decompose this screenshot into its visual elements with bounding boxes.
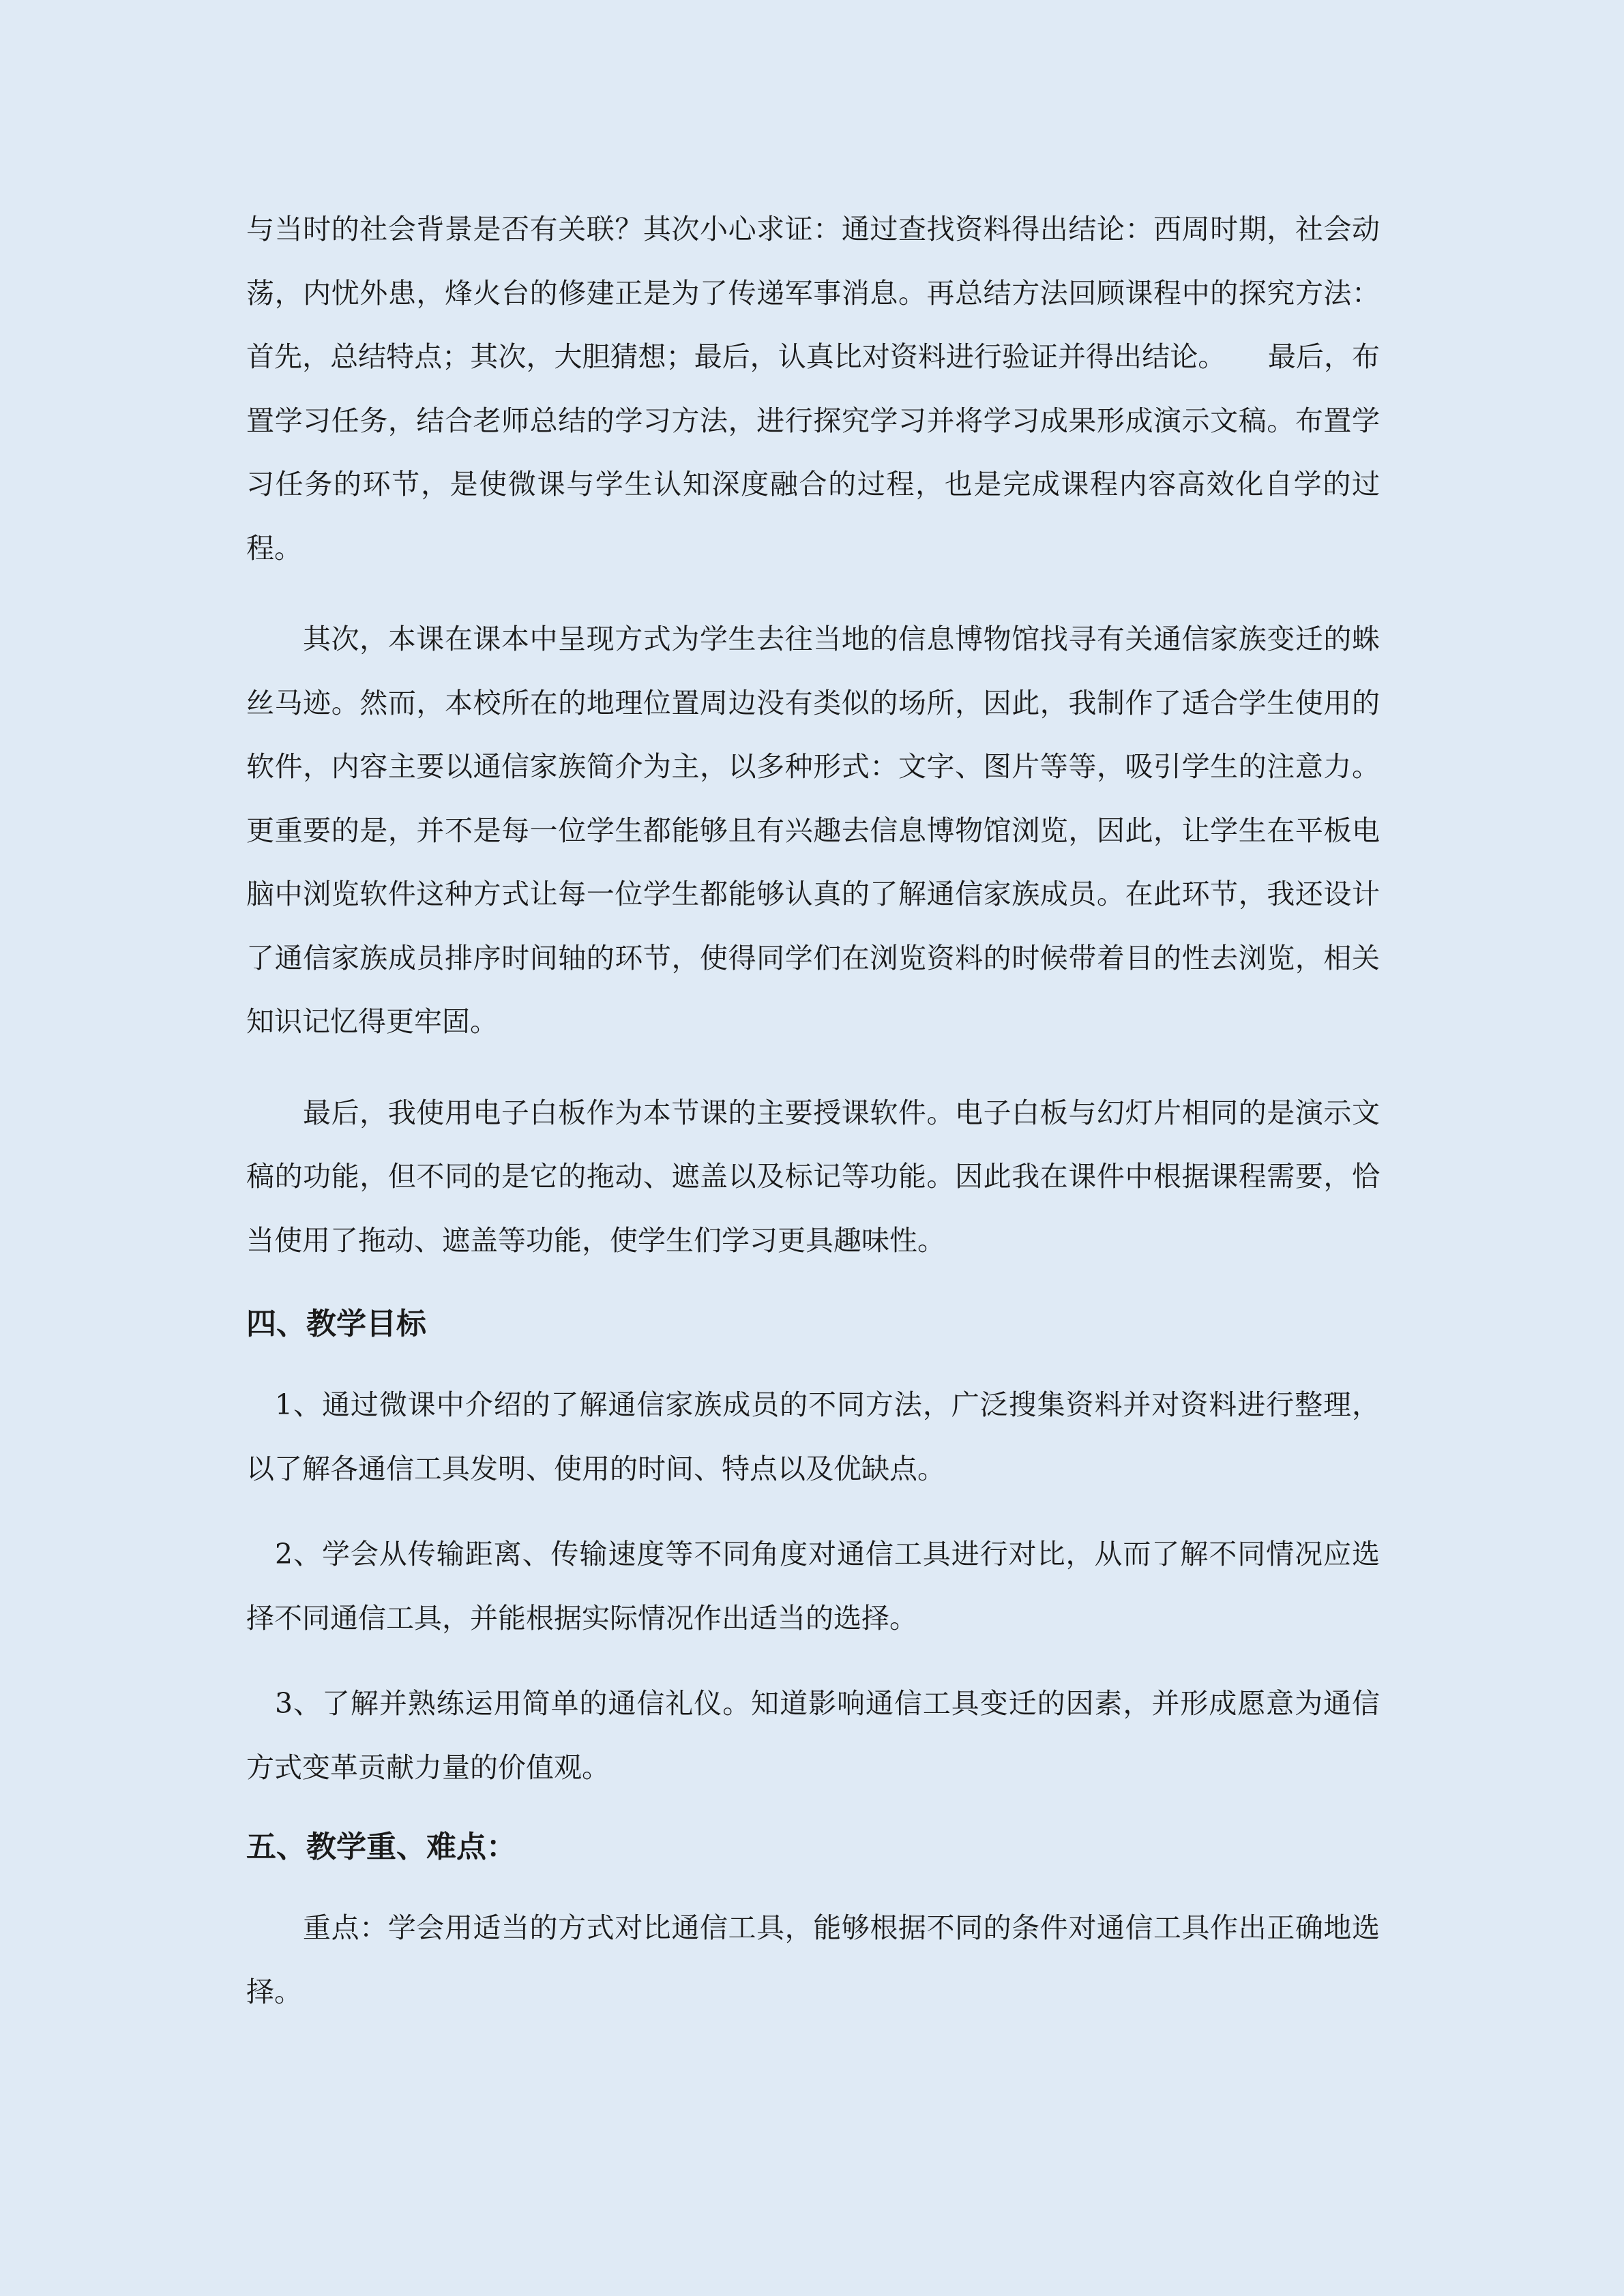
teaching-goal-2: 2、学会从传输距离、传输速度等不同角度对通信工具进行对比，从而了解不同情况应选择不同通信工具，并能根据实际情况作出适当的选择。 <box>246 1538 1380 1635</box>
paragraph-whiteboard: 最后，我使用电子白板作为本节课的主要授课软件。电子白板与幻灯片相同的是演示文稿的功能，但不同的是它的拖动、遮盖以及标记等功能。因此我在课件中根据课程需要，恰当使用了拖动、遮盖等功能，使学生们学习更具趣味性。 <box>246 1096 1380 1257</box>
paragraph-software-design: 其次，本课在课本中呈现方式为学生去往当地的信息博物馆找寻有关通信家族变迁的蛛丝马迹。然而，本校所在的地理位置周边没有类似的场所，因此，我制作了适合学生使用的软件，内容主要以通信家族简介为主，以多种形式：文字、图片等等，吸引学生的注意力。更重要的是，并不是每一位学生都能够且有兴趣去信息博物馆浏览，因此，让学生在平板电脑中浏览软件这种方式让每一位学生都能够认真的了解通信家族成员。在此环节，我还设计了通信家族成员排序时间轴的环节，使得同学们在浏览资料的时候带着目的性去浏览，相关知识记忆得更牢固。 <box>246 623 1380 1038</box>
paragraph-key-point: 重点：学会用适当的方式对比通信工具，能够根据不同的条件对通信工具作出正确地选择。 <box>246 1911 1380 2008</box>
teaching-goal-1: 1、通过微课中介绍的了解通信家族成员的不同方法，广泛搜集资料并对资料进行整理，以了解各通信工具发明、使用的时间、特点以及优缺点。 <box>246 1388 1380 1485</box>
heading-key-difficult-points: 五、教学重、难点： <box>246 1830 516 1864</box>
teaching-goal-3: 3、了解并熟练运用简单的通信礼仪。知道影响通信工具变迁的因素，并形成愿意为通信方式变革贡献力量的价值观。 <box>246 1687 1380 1784</box>
document-page <box>246 198 1380 2024</box>
heading-teaching-goals: 四、教学目标 <box>246 1307 426 1341</box>
paragraph-method-summary: 与当时的社会背景是否有关联？其次小心求证：通过查找资料得出结论：西周时期，社会动荡，内忧外患，烽火台的修建正是为了传递军事消息。再总结方法回顾课程中的探究方法：首先，总结特点；其次，大胆猜想；最后，认真比对资料进行验证并得出结论。 最后，布置学习任务，结合老师总结的学习方法，进行探究学习并将学习成果形成演示文稿。布置学习任务的环节，是使微课与学生认知深度融合的过程，也是完成课程内容高效化自学的过程。 <box>246 213 1380 565</box>
